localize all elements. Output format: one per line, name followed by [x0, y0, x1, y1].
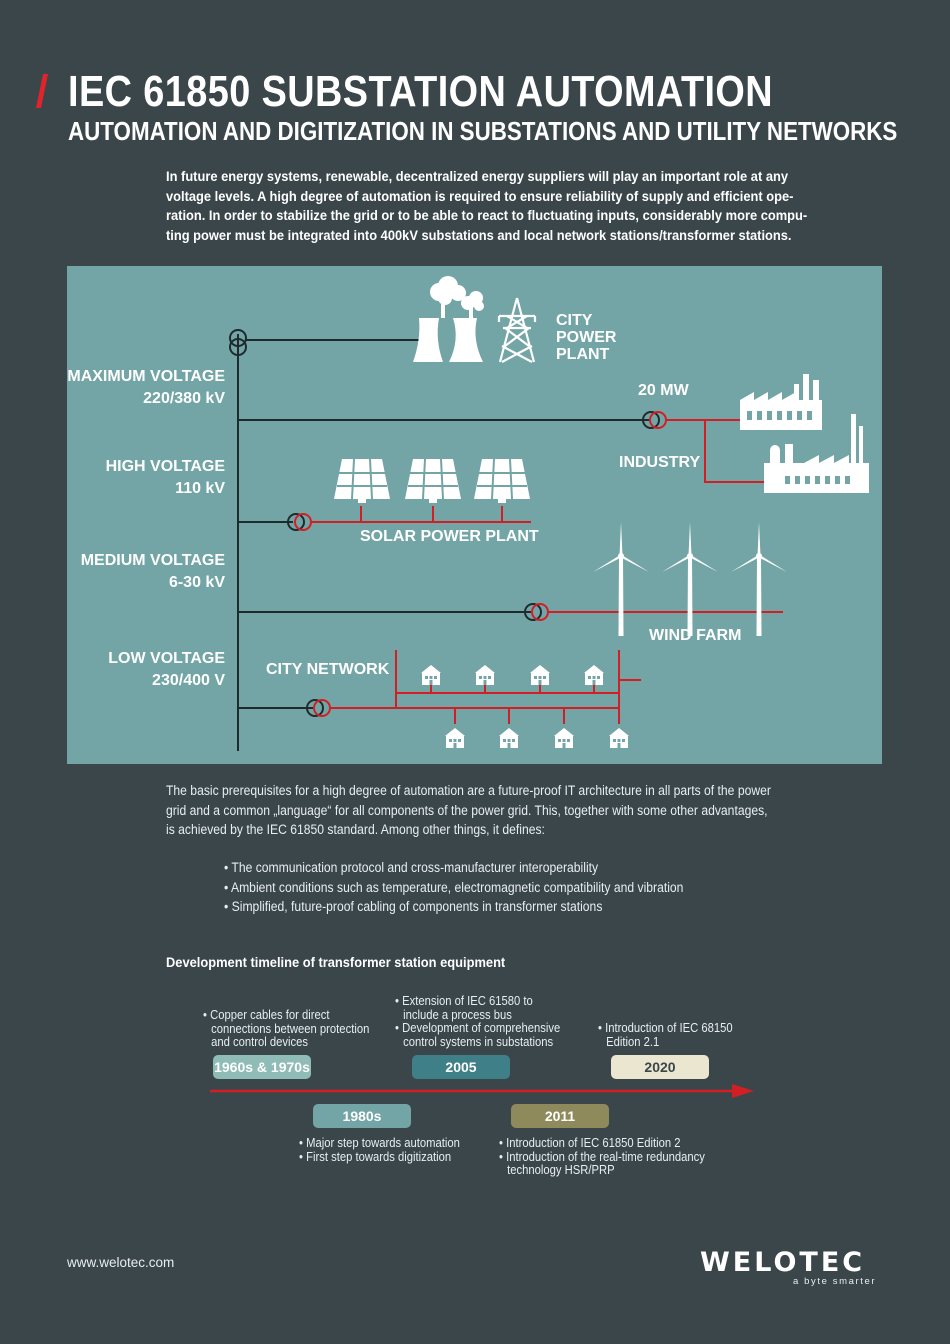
- intro-line: ting power must be integrated into 400kV substations and local network stations/transformer stations.: [166, 226, 792, 243]
- solar-panel-icon: [405, 459, 461, 503]
- wind-farm-label: WIND FARM: [649, 627, 742, 644]
- transmission-tower-icon: [499, 298, 535, 362]
- house-icon: [554, 728, 574, 748]
- voltage-label-maximum: MAXIMUM VOLTAGE 220/380 kV: [67, 368, 225, 407]
- wind-turbine-icon: [662, 522, 718, 636]
- house-icon: [609, 728, 629, 748]
- timeline-note-2011: • Introduction of IEC 61850 Edition 2 • Introduction of the real-time redundancy technology HSR/PRP: [499, 1136, 705, 1177]
- city-power-plant-label: CITY POWER PLANT: [556, 312, 617, 363]
- timeline-pill-1960s: 1960s & 1970s: [213, 1055, 311, 1079]
- intro-line: ration. In order to stabilize the grid or to be able to react to fluctuating inputs, considerably more compu-: [166, 207, 808, 223]
- voltage-label-high: HIGH VOLTAGE 110 kV: [105, 458, 225, 497]
- timeline-heading: Development timeline of transformer station equipment: [166, 954, 506, 970]
- timeline-note-1960s: • Copper cables for direct connections between protection and control devices: [203, 1008, 370, 1049]
- timeline-pill-2005: 2005: [412, 1055, 510, 1079]
- list-item: • Ambient conditions such as temperature, electromagnetic compatibility and vibration: [224, 879, 684, 895]
- wind-turbine-icon: [731, 522, 787, 636]
- page-subtitle: AUTOMATION AND DIGITIZATION IN SUBSTATIONS AND UTILITY NETWORKS: [68, 116, 898, 146]
- house-icon: [530, 665, 550, 685]
- cooling-tower-icon: [413, 276, 484, 362]
- intro-paragraph: [166, 167, 806, 245]
- house-icon: [421, 665, 441, 685]
- grid-diagram: [67, 266, 882, 764]
- footer-url[interactable]: www.welotec.com: [67, 1255, 175, 1270]
- timeline-arrow: [210, 1082, 754, 1100]
- wind-turbine-icon: [593, 522, 649, 636]
- timeline-note-2005: • Extension of IEC 61580 to include a process bus • Development of comprehensive control systems in substations: [395, 994, 561, 1049]
- page-title: IEC 61850 SUBSTATION AUTOMATION: [68, 67, 774, 116]
- list-item: • Simplified, future-proof cabling of components in transformer stations: [224, 899, 603, 914]
- solar-panel-icon: [334, 459, 390, 503]
- intro-line: voltage levels. A high degree of automation is required to ensure reliability of supply and efficient ope-: [166, 187, 794, 204]
- timeline-pill-2020: 2020: [611, 1055, 709, 1079]
- timeline-note-2020: • Introduction of IEC 68150 Edition 2.1: [598, 1021, 733, 1049]
- body-line: is achieved by the IEC 61850 standard. Among other things, it defines:: [166, 822, 545, 837]
- logo-tagline: a byte smarter: [793, 1276, 877, 1287]
- city-network-label: CITY NETWORK: [266, 661, 390, 678]
- welotec-logo: WELOTEC: [700, 1247, 866, 1278]
- voltage-label-low: LOW VOLTAGE 230/400 V: [108, 650, 225, 689]
- timeline-pill-1980s: 1980s: [313, 1104, 411, 1128]
- power-rating-label: 20 MW: [638, 382, 689, 399]
- body-paragraph: [166, 781, 806, 840]
- body-line: The basic prerequisites for a high degree of automation are a future-proof IT architecture in all parts of the power: [166, 783, 771, 798]
- bullet-list: [224, 858, 735, 917]
- solar-power-plant-label: SOLAR POWER PLANT: [360, 528, 539, 545]
- house-icon: [584, 665, 604, 685]
- industry-label: INDUSTRY: [619, 454, 701, 471]
- solar-panel-icon: [474, 459, 530, 503]
- timeline-note-1980s: • Major step towards automation • First step towards digitization: [299, 1136, 460, 1164]
- title-accent-slash: [36, 74, 48, 108]
- voltage-label-medium: MEDIUM VOLTAGE 6-30 kV: [80, 552, 225, 591]
- intro-line: In future energy systems, renewable, decentralized energy suppliers will play an important role at any: [166, 168, 789, 184]
- house-icon: [499, 728, 519, 748]
- body-line: grid and a common „language“ for all components of the power grid. This, together with some other advantages,: [166, 802, 768, 818]
- list-item: • The communication protocol and cross-manufacturer interoperability: [224, 860, 599, 875]
- house-icon: [475, 665, 495, 685]
- timeline-pill-2011: 2011: [511, 1104, 609, 1128]
- factory-icon: [740, 374, 822, 430]
- house-icon: [445, 728, 465, 748]
